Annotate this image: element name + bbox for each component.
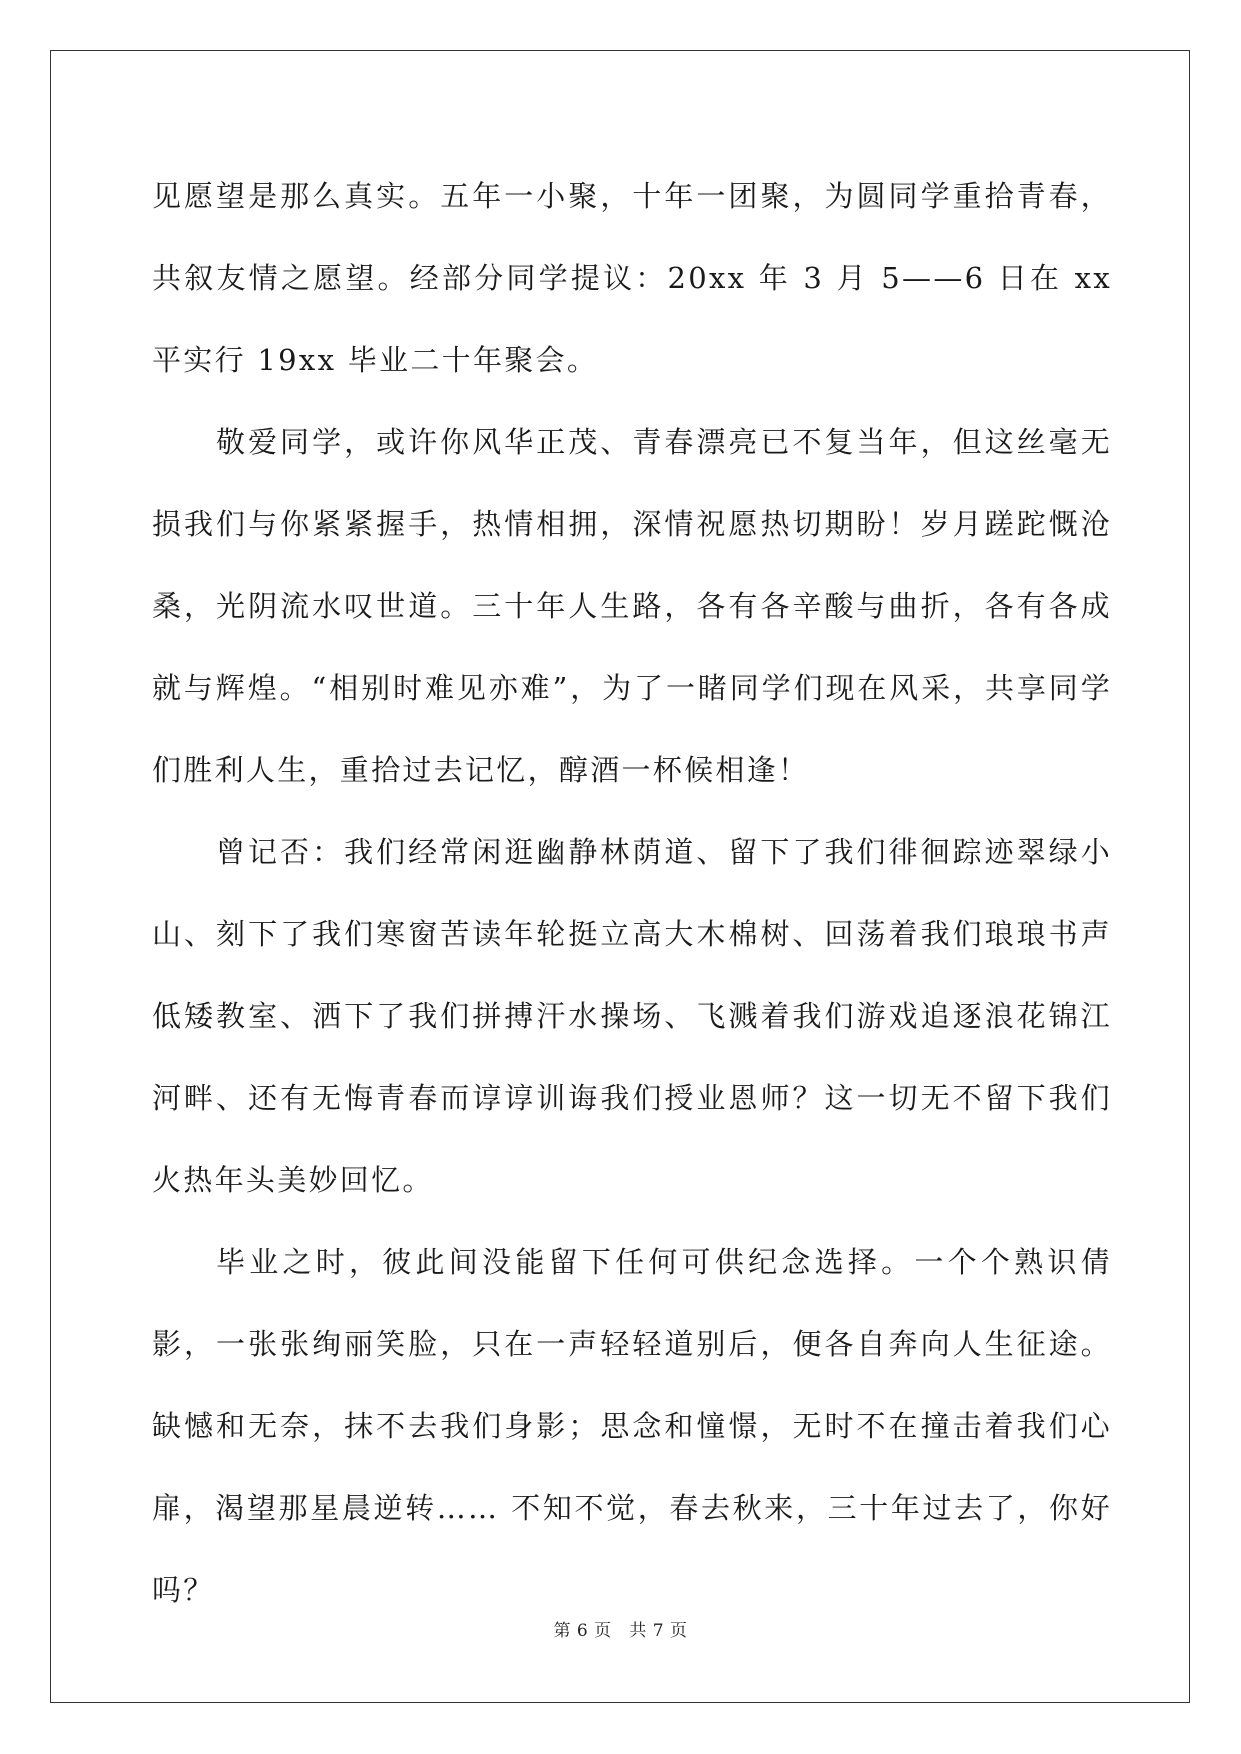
page-total: 共 7 页 bbox=[629, 1621, 688, 1641]
paragraph-2: 敬爱同学，或许你风华正茂、青春漂亮已不复当年，但这丝毫无损我们与你紧紧握手，热情相拥，深情祝愿热切期盼！岁月蹉跎慨沧桑，光阴流水叹世道。三十年人生路，各有各辛酸与曲折，各有各成就与辉煌。“相别时难见亦难”，为了一睹同学们现在风采，共享同学们胜利人生，重拾过去记忆，醇酒一杯候相逢！ bbox=[152, 425, 1112, 787]
paragraph-1: 见愿望是那么真实。五年一小聚，十年一团聚，为圆同学重拾青春，共叙友情之愿望。经部分同学提议：20xx 年 3 月 5——6 日在 xx 平实行 19xx 毕业二十年聚会。 bbox=[152, 179, 1112, 377]
document-body bbox=[152, 155, 1112, 1631]
page-footer bbox=[0, 1616, 1241, 1641]
paragraph-4: 毕业之时，彼此间没能留下任何可供纪念选择。一个个熟识倩影，一张张绚丽笑脸，只在一声轻轻道别后，便各自奔向人生征途。缺憾和无奈，抹不去我们身影；思念和憧憬，无时不在撞击着我们心扉，渴望那星晨逆转…… 不知不觉，春去秋来，三十年过去了，你好吗？ bbox=[152, 1245, 1112, 1607]
page-number: 第 6 页 bbox=[553, 1621, 612, 1641]
paragraph-3: 曾记否：我们经常闲逛幽静林荫道、留下了我们徘徊踪迹翠绿小山、刻下了我们寒窗苦读年轮挺立高大木棉树、回荡着我们琅琅书声低矮教室、洒下了我们拼搏汗水操场、飞溅着我们游戏追逐浪花锦江河畔、还有无悔青春而谆谆训诲我们授业恩师？这一切无不留下我们火热年头美妙回忆。 bbox=[152, 835, 1112, 1197]
